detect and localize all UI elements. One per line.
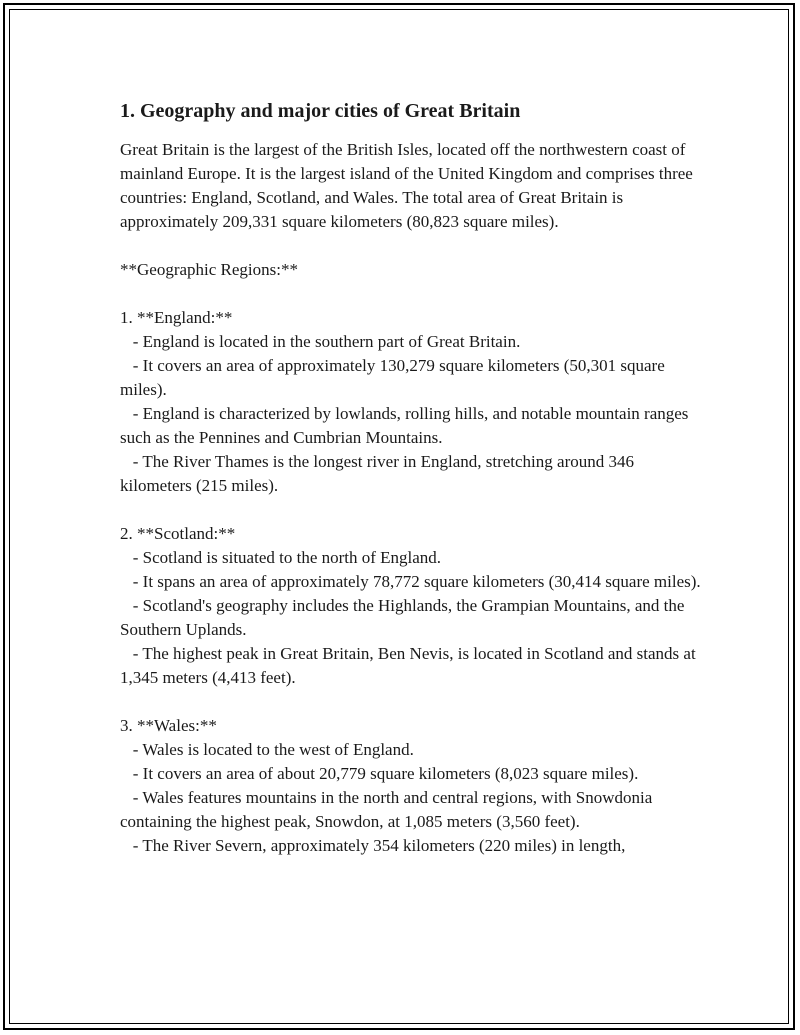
document-page	[3, 3, 795, 1030]
wales-point: - It covers an area of about 20,779 square kilometers (8,023 square miles).	[120, 764, 639, 783]
paragraph-gap	[120, 498, 705, 522]
england-point: - England is characterized by lowlands, rolling hills, and notable mountain ranges such as the Pennines and Cumbrian Mountains.	[120, 404, 693, 447]
wales-point: - The River Severn, approximately 354 kilometers (220 miles) in length,	[120, 836, 626, 855]
document-content	[120, 98, 705, 858]
scotland-point: - Scotland is situated to the north of England.	[120, 548, 442, 567]
wales-heading: 3. **Wales:**	[120, 716, 217, 735]
scotland-point: - The highest peak in Great Britain, Ben Nevis, is located in Scotland and stands at 1,345 meters (4,413 feet).	[120, 644, 700, 687]
scotland-point: - Scotland's geography includes the Highlands, the Grampian Mountains, and the Southern Uplands.	[120, 596, 689, 639]
england-point: - The River Thames is the longest river in England, stretching around 346 kilometers (215 miles).	[120, 452, 639, 495]
england-heading: 1. **England:**	[120, 308, 233, 327]
england-point: - England is located in the southern part of Great Britain.	[120, 332, 521, 351]
intro-paragraph: Great Britain is the largest of the British Isles, located off the northwestern coast of mainland Europe. It is the largest island of the United Kingdom and comprises three countries: England, Scotland, and Wales. The total area of Great Britain is approximately 209,331 square kilometers (80,823 square miles).	[120, 140, 693, 231]
paragraph-gap	[120, 234, 705, 258]
scotland-point: - It spans an area of approximately 78,772 square kilometers (30,414 square miles).	[120, 572, 701, 591]
scotland-heading: 2. **Scotland:**	[120, 524, 236, 543]
wales-point: - Wales is located to the west of England.	[120, 740, 414, 759]
paragraph-gap	[120, 690, 705, 714]
england-point: - It covers an area of approximately 130,279 square kilometers (50,301 square miles).	[120, 356, 670, 399]
wales-point: - Wales features mountains in the north and central regions, with Snowdonia containing the highest peak, Snowdon, at 1,085 meters (3,560 feet).	[120, 788, 657, 831]
paragraph-gap	[120, 282, 705, 306]
regions-heading: **Geographic Regions:**	[120, 260, 298, 279]
document-title: 1. Geography and major cities of Great Britain	[120, 100, 521, 122]
